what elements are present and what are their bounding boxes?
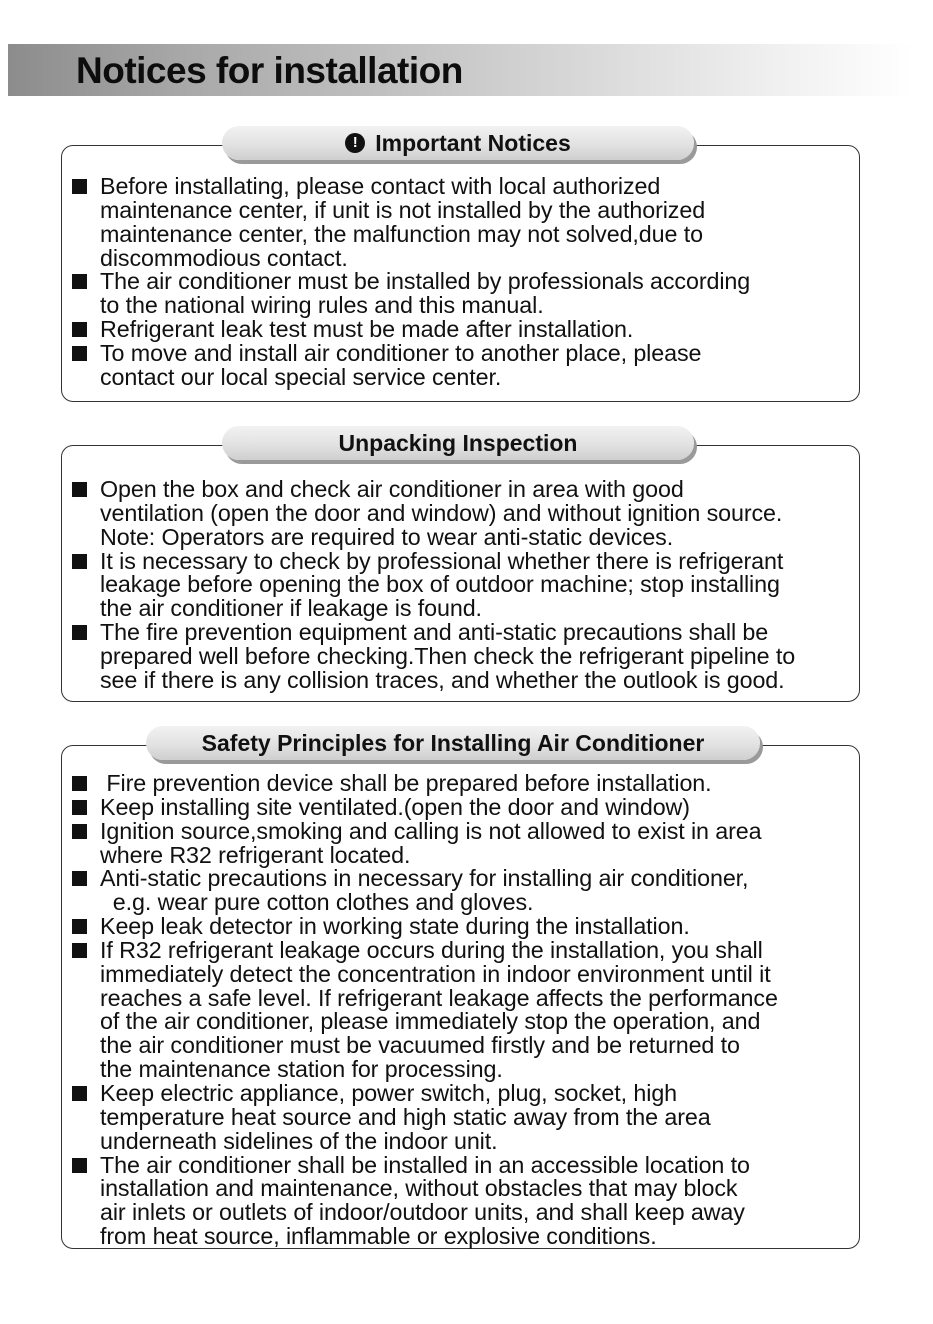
- item-text-line: the air conditioner must be vacuumed firstly and be returned to: [100, 1032, 740, 1059]
- safety-principles-list: [72, 772, 778, 1249]
- item-text-line: If R32 refrigerant leakage occurs during the installation, you shall: [100, 936, 763, 963]
- item-text-line: Keep leak detector in working state during the installation.: [100, 913, 690, 940]
- item-text-line: Keep electric appliance, power switch, plug, socket, high: [100, 1079, 678, 1106]
- item-text-line: see if there is any collision traces, and whether the outlook is good.: [100, 666, 785, 693]
- square-bullet-icon: [72, 1158, 87, 1173]
- item-text-line: prepared well before checking.Then check the refrigerant pipeline to: [100, 642, 796, 669]
- list-item: [72, 478, 795, 550]
- item-text-line: contact our local special service center.: [100, 363, 502, 390]
- square-bullet-icon: [72, 554, 87, 569]
- list-item: [72, 936, 778, 1083]
- list-item: [72, 867, 778, 915]
- item-text-line: reaches a safe level. If refrigerant leakage affects the performance: [100, 984, 778, 1011]
- item-text-line: The air conditioner must be installed by professionals according: [100, 268, 751, 295]
- item-text-line: to the national wiring rules and this manual.: [100, 292, 544, 319]
- item-text-line: To move and install air conditioner to another place, please: [100, 339, 702, 366]
- square-bullet-icon: [72, 824, 87, 839]
- list-item: [72, 621, 795, 693]
- square-bullet-icon: [72, 322, 87, 337]
- list-item: [72, 915, 778, 939]
- item-text-line: The fire prevention equipment and anti-static precautions shall be: [100, 619, 769, 646]
- list-item: [72, 793, 778, 820]
- item-text-line: maintenance center, the malfunction may not solved,due to: [100, 220, 703, 247]
- item-text-line: Open the box and check air conditioner in area with good: [100, 476, 684, 502]
- square-bullet-icon: [72, 482, 87, 497]
- item-text-line: Refrigerant leak test must be made after installation.: [100, 316, 634, 343]
- square-bullet-icon: [72, 346, 87, 361]
- square-bullet-icon: [72, 625, 87, 640]
- important-notices-heading: [222, 126, 694, 160]
- item-text-line: leakage before opening the box of outdoor machine; stop installing: [100, 571, 780, 598]
- list-item: [72, 1151, 778, 1250]
- list-item: [72, 547, 795, 622]
- item-text-line: The air conditioner shall be installed in an accessible location to: [100, 1151, 750, 1178]
- item-text-line: air inlets or outlets of indoor/outdoor units, and shall keep away: [100, 1199, 745, 1226]
- item-text-line: where R32 refrigerant located.: [100, 841, 411, 868]
- exclamation-icon: !: [345, 133, 365, 153]
- item-text-line: of the air conditioner, please immediately stop the operation, and: [100, 1008, 761, 1035]
- square-bullet-icon: [72, 1086, 87, 1101]
- section-title: Unpacking Inspection: [338, 429, 578, 456]
- item-text-line: Note: Operators are required to wear anti-static devices.: [100, 523, 674, 550]
- item-text-line: temperature heat source and high static away from the area: [100, 1103, 711, 1130]
- square-bullet-icon: [72, 800, 87, 815]
- item-text-line: ventilation (open the door and window) and without ignition source.: [100, 499, 783, 526]
- section-title: Important Notices: [375, 129, 571, 156]
- item-text-line: maintenance center, if unit is not installed by the authorized: [100, 196, 706, 223]
- item-text-line: Before installating, please contact with local authorized: [100, 173, 661, 199]
- item-text-line: Fire prevention device shall be prepared before installation.: [100, 770, 712, 796]
- square-bullet-icon: [72, 919, 87, 934]
- unpacking-inspection-list: [72, 478, 795, 693]
- item-text-line: the air conditioner if leakage is found.: [100, 595, 482, 622]
- square-bullet-icon: [72, 179, 87, 194]
- unpacking-inspection-heading: [222, 426, 694, 460]
- list-item: [72, 318, 750, 342]
- square-bullet-icon: [72, 871, 87, 886]
- safety-principles-heading: [146, 726, 760, 760]
- item-text-line: discommodious contact.: [100, 244, 348, 271]
- item-text-line: e.g. wear pure cotton clothes and gloves.: [100, 889, 534, 916]
- item-text-line: the maintenance station for processing.: [100, 1056, 503, 1083]
- important-notices-list: [72, 175, 750, 390]
- square-bullet-icon: [72, 943, 87, 958]
- item-text-line: installation and maintenance, without obstacles that may block: [100, 1175, 738, 1202]
- square-bullet-icon: [72, 776, 87, 791]
- item-text-line: Ignition source,smoking and calling is not allowed to exist in area: [100, 817, 762, 844]
- page-title: Notices for installation: [76, 50, 463, 91]
- list-item: [72, 772, 778, 796]
- item-text-line: from heat source, inflammable or explosive conditions.: [100, 1223, 657, 1250]
- list-item: [72, 817, 778, 868]
- list-item: [72, 175, 750, 270]
- list-item: [72, 339, 750, 390]
- list-item: [72, 1079, 778, 1154]
- item-text-line: Keep installing site ventilated.(open the door and window): [100, 793, 690, 820]
- square-bullet-icon: [72, 274, 87, 289]
- item-text-line: It is necessary to check by professional whether there is refrigerant: [100, 547, 784, 574]
- item-text-line: immediately detect the concentration in indoor environment until it: [100, 960, 771, 987]
- item-text-line: underneath sidelines of the indoor unit.: [100, 1127, 498, 1154]
- item-text-line: Anti-static precautions in necessary for installing air conditioner,: [100, 865, 749, 892]
- section-title: Safety Principles for Installing Air Conditioner: [201, 729, 705, 756]
- list-item: [72, 270, 750, 318]
